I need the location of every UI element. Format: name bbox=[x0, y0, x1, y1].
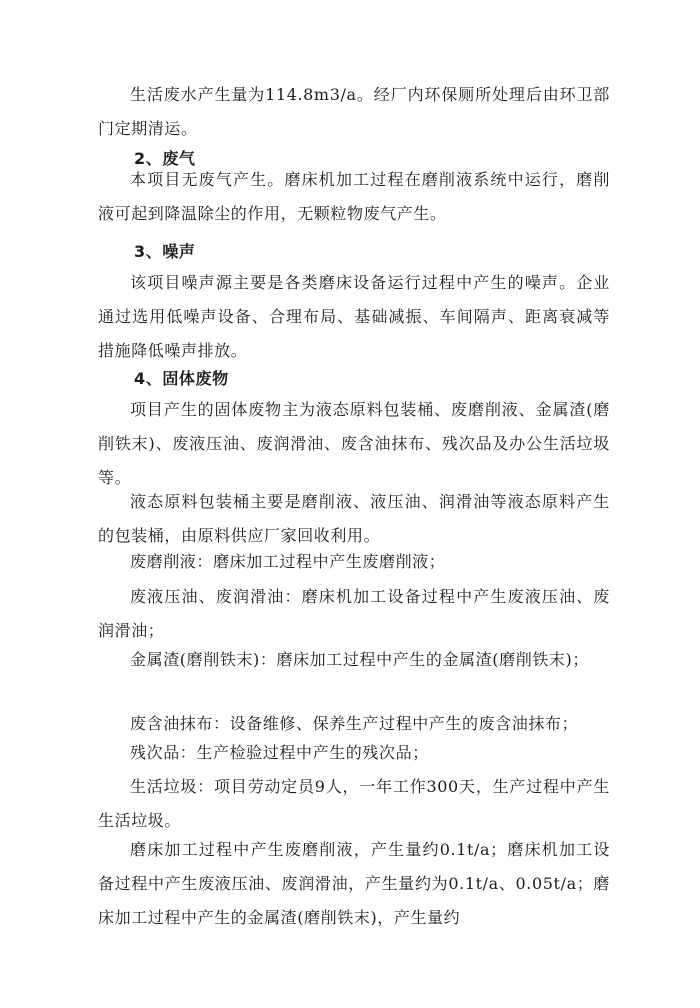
paragraph-metal-slag: 金属渣(磨削铁末)：磨床加工过程中产生的金属渣(磨削铁末)； bbox=[130, 650, 589, 669]
heading-solid-waste: 4、固体废物 bbox=[134, 369, 229, 388]
paragraph-wastewater: 生活废水产生量为114.8m3/a。经厂内环保厕所处理后由环卫部门定期清运。 bbox=[98, 85, 610, 138]
paragraph-solid-waste-overview: 项目产生的固体废物主为液态原料包装桶、废磨削液、金属渣(磨削铁末)、废液压油、废润滑油、废含油抹布、残次品及办公生活垃圾等。 bbox=[98, 400, 610, 487]
paragraph-defective-products: 残次品：生产检验过程中产生的残次品； bbox=[130, 743, 429, 762]
paragraph-packaging-barrels: 液态原料包装桶主要是磨削液、液压油、润滑油等液态原料产生的包装桶，由原料供应厂家回收利用。 bbox=[98, 492, 610, 545]
heading-noise: 3、噪声 bbox=[134, 242, 196, 261]
paragraph-noise: 该项目噪声源主要是各类磨床设备运行过程中产生的噪声。企业通过选用低噪声设备、合理布局、基础减振、车间隔声、距离衰减等措施降低噪声排放。 bbox=[98, 273, 610, 360]
paragraph-waste-grinding-fluid: 废磨削液：磨床加工过程中产生废磨削液； bbox=[130, 552, 446, 571]
paragraph-domestic-garbage: 生活垃圾：项目劳动定员9人，一年工作300天，生产过程中产生生活垃圾。 bbox=[98, 777, 610, 830]
paragraph-oily-rags: 废含油抹布：设备维修、保养生产过程中产生的废含油抹布； bbox=[130, 714, 579, 733]
paragraph-generation-amounts: 磨床加工过程中产生废磨削液，产生量约0.1t/a；磨床机加工设备过程中产生废液压油、废润滑油，产生量约为0.1t/a、0.05t/a；磨床加工过程中产生的金属渣(磨削铁末)，产生量约 bbox=[98, 840, 610, 927]
paragraph-waste-gas: 本项目无废气产生。磨床机加工过程在磨削液系统中运行，磨削液可起到降温除尘的作用，无颗粒物废气产生。 bbox=[98, 170, 610, 223]
heading-waste-gas: 2、废气 bbox=[134, 149, 196, 168]
paragraph-waste-hydraulic-oil: 废液压油、废润滑油：磨床机加工设备过程中产生废液压油、废润滑油； bbox=[98, 587, 610, 640]
